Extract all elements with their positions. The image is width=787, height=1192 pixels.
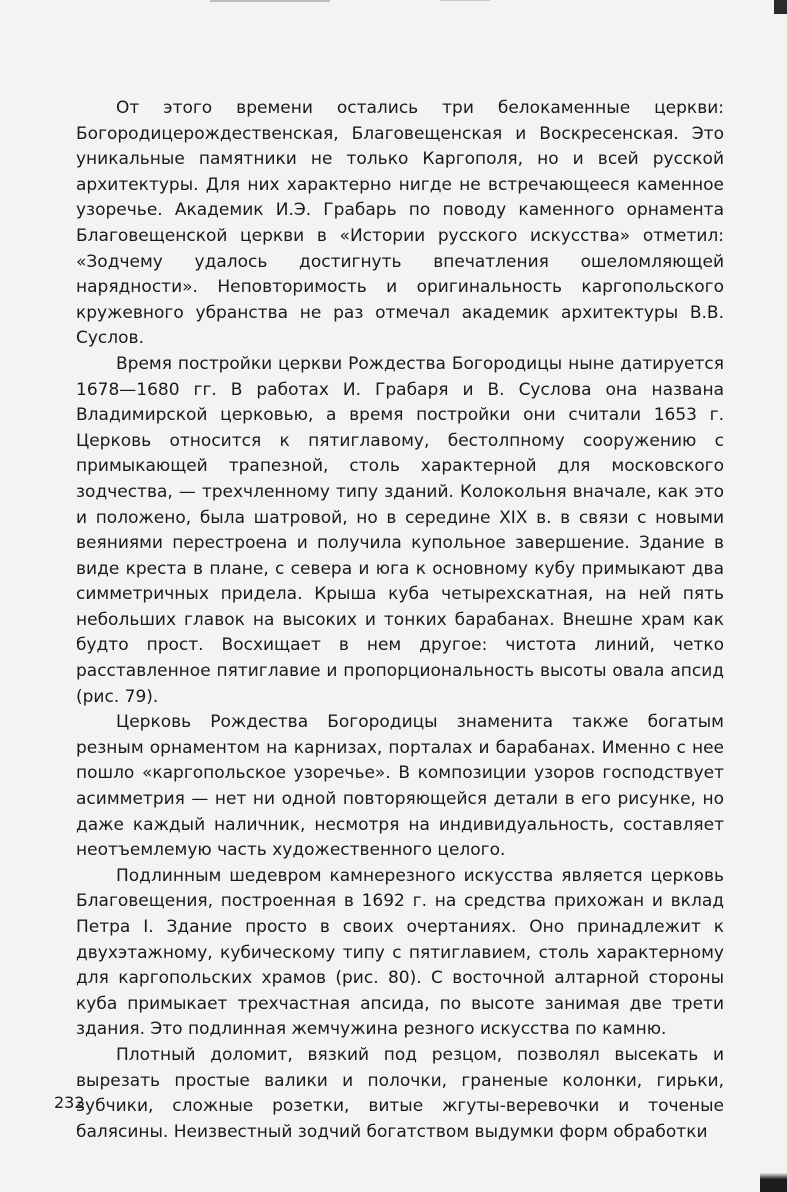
paragraph: Подлинным шедевром камнерезного искусства является церковь Благовещения, построенная в 1692 г. на средства прихожан и вклад Петра I. Здание просто в своих очертаниях. Оно принадлежит к двухэтажному, кубическому типу с пятиглавием, столь характерному для каргопольских храмов (рис. 80). С восточной алтарной стороны куба примыкает трехчастная апсида, по высоте занимая две трети здания. Это подлинная жемчужина резного искусства по камню. [76, 865, 724, 1040]
page-number: 232 [54, 1093, 85, 1112]
scan-edge-corner [774, 0, 787, 14]
scan-edge-mark [440, 0, 490, 1]
paragraph: Время постройки церкви Рождества Богородицы ныне датируется 1678—1680 гг. В работах И. Грабаря и В. Суслова она названа Владимирской церковью, а время постройки они считали 1653 г. Церковь относится к пятиглавому, бестолпному сооружению с примыкающей трапезной, столь характерной для московского зодчества, — трехчленному типу зданий. Колокольня вначале, как это и положено, была шатровой, но в середине XIX в. в связи с новыми веяниями перестроена и получила купольное завершение. Здание в виде креста в плане, с севера и юга к основному кубу примыкают два симметричных придела. Крыша куба четырехскатная, на ней пять небольших главок на высоких и тонких барабанах. Внешне храм как будто прост. Восхищает в нем другое: чистота линий, четко расставленное пятиглавие и пропорциональность высоты овала апсид (рис. 79). [76, 353, 724, 707]
paragraph: Плотный доломит, вязкий под резцом, позволял высекать и вырезать простые валики и полочки, граненые колонки, гирьки, зубчики, сложные розетки, витые жгуты-веревочки и точеные балясины. Неизвестный зодчий богатством выдумки форм обработки [76, 1044, 724, 1142]
paragraph: От этого времени остались три белокаменные церкви: Богородицерождественская, Благовещенская и Воскресенская. Это уникальные памятники не только Каргополя, но и всей русской архитектуры. Для них характерно нигде не встречающееся каменное узоречье. Академик И.Э. Грабарь по поводу каменного орнамента Благовещенской церкви в «Истории русского искусства» отметил: «Зодчему удалось достигнуть впечатления ошеломляющей нарядности». Неповторимость и оригинальность каргопольского кружевного убранства не раз отмечал академик архитектуры В.В. Суслов. [76, 98, 724, 349]
scan-edge-mark [210, 0, 330, 2]
paragraph: Церковь Рождества Богородицы знаменита также богатым резным орнаментом на карнизах, порталах и барабанах. Именно с нее пошло «каргопольское узоречье». В композиции узоров господствует асимметрия — нет ни одной повторяющейся детали в его рисунке, но даже каждый наличник, несмотря на индивидуальность, составляет неотъемлемую часть художественного целого. [76, 712, 724, 861]
scan-edge-corner [760, 1160, 787, 1192]
body-text [76, 96, 724, 1145]
